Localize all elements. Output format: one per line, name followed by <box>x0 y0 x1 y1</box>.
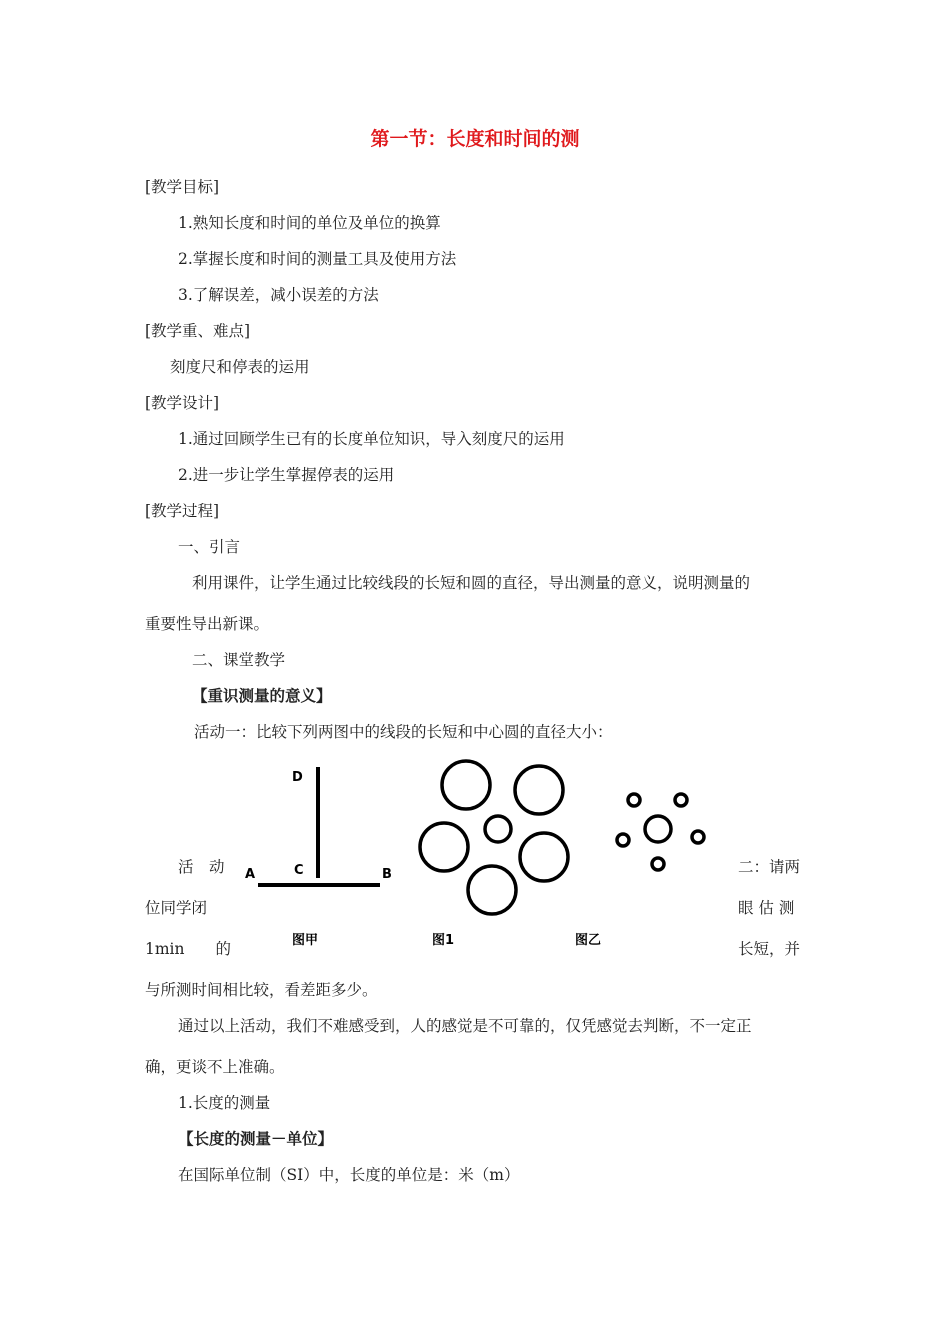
design-heading: [教学设计] <box>145 394 220 412</box>
circle-small-bottom <box>652 858 664 870</box>
intro-heading: 一、引言 <box>178 538 241 556</box>
activity-2-left-3: 1min 的 <box>145 940 231 958</box>
circle-center-1 <box>485 816 511 842</box>
goal-item-2: 2.掌握长度和时间的测量工具及使用方法 <box>178 250 457 268</box>
class-heading: 二、课堂教学 <box>192 651 286 669</box>
label-d: D <box>292 770 303 785</box>
goal-item-1: 1.熟知长度和时间的单位及单位的换算 <box>178 214 441 232</box>
page-title: 第一节：长度和时间的测 <box>370 128 580 150</box>
caption-yi: 图乙 <box>575 933 602 948</box>
circle-large-right <box>520 833 568 881</box>
goal-item-3: 3.了解误差，减小误差的方法 <box>178 286 379 304</box>
circle-large-top-left <box>442 761 490 809</box>
label-c: C <box>294 863 304 878</box>
caption-1: 图1 <box>432 933 455 948</box>
process-heading: [教学过程] <box>145 502 220 520</box>
design-item-1: 1.通过回顾学生已有的长度单位知识，导入刻度尺的运用 <box>178 430 565 448</box>
intro-paragraph-line-2: 重要性导出新课。 <box>145 615 270 633</box>
activity-2-right-3: 长短，并 <box>738 940 801 958</box>
activity-2-end: 与所测时间相比较，看差距多少。 <box>145 981 378 999</box>
design-item-2: 2.进一步让学生掌握停表的运用 <box>178 466 395 484</box>
activity-1-text: 活动一：比较下列两图中的线段的长短和中心圆的直径大小： <box>194 723 613 741</box>
circle-large-top-right <box>515 766 563 814</box>
circle-small-top-left <box>628 794 640 806</box>
circle-large-left <box>420 823 468 871</box>
label-a: A <box>245 867 256 882</box>
activity-2-left-2: 位同学闭 <box>145 899 208 917</box>
circle-small-right <box>692 831 704 843</box>
meaning-heading: 【重识测量的意义】 <box>192 686 332 705</box>
conclusion-line-1: 通过以上活动，我们不难感受到，人的感觉是不可靠的，仅凭感觉去判断，不一定正 <box>178 1017 752 1035</box>
circle-center-2 <box>645 816 671 842</box>
key-item-1: 刻度尺和停表的运用 <box>170 358 310 376</box>
intro-paragraph-line-1: 利用课件，让学生通过比较线段的长短和圆的直径，导出测量的意义，说明测量的 <box>192 574 751 592</box>
activity-2-left-1: 活 动 <box>178 858 225 876</box>
caption-jia: 图甲 <box>292 933 319 948</box>
label-b: B <box>382 867 392 882</box>
key-heading: [教学重、难点] <box>145 322 251 340</box>
length-si-text: 在国际单位制（SI）中，长度的单位是：米（m） <box>178 1166 520 1184</box>
activity-2-right-2: 眼 估 测 <box>738 899 795 917</box>
circle-large-bottom <box>468 866 516 914</box>
circle-small-top-right <box>675 794 687 806</box>
goal-heading: [教学目标] <box>145 178 220 196</box>
activity-2-right-1: 二：请两 <box>738 858 801 876</box>
circle-small-left <box>617 834 629 846</box>
length-unit-heading: 【长度的测量－单位】 <box>178 1129 334 1148</box>
conclusion-line-2: 确，更谈不上准确。 <box>145 1058 285 1076</box>
length-heading: 1.长度的测量 <box>178 1094 271 1112</box>
